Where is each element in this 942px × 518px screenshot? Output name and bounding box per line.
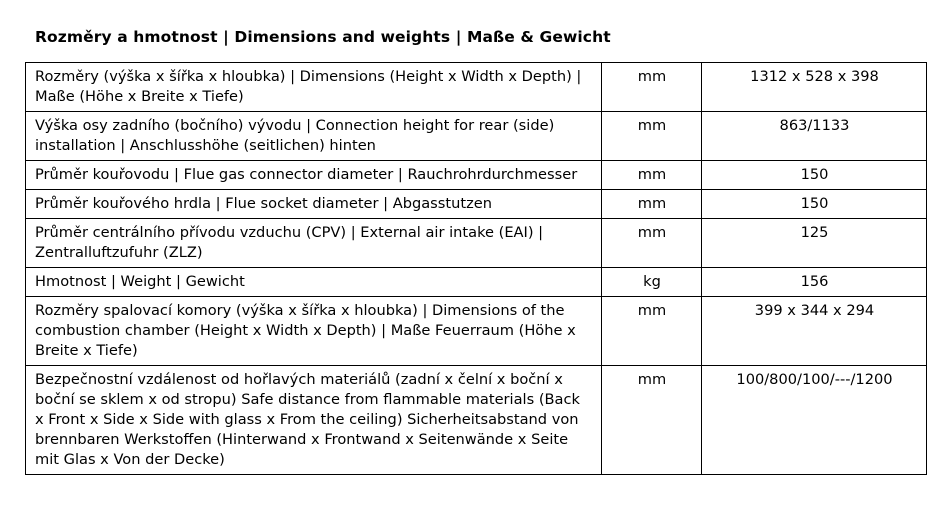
parameter-cell: Výška osy zadního (bočního) vývodu | Connection height for rear (side) installation | Anschlusshöhe (seitlichen) hinten	[26, 112, 602, 161]
table-row	[26, 63, 927, 112]
value-cell: 156	[702, 268, 927, 297]
table-row	[26, 161, 927, 190]
parameter-cell: Průměr centrálního přívodu vzduchu (CPV) | External air intake (EAI) | Zentralluftzufuhr (ZLZ)	[26, 219, 602, 268]
unit-cell: mm	[602, 161, 702, 190]
table-row	[26, 112, 927, 161]
table-row	[26, 268, 927, 297]
unit-cell: kg	[602, 268, 702, 297]
parameter-cell: Rozměry (výška x šířka x hloubka) | Dimensions (Height x Width x Depth) | Maße (Höhe x Breite x Tiefe)	[26, 63, 602, 112]
table-row	[26, 297, 927, 366]
table-row	[26, 219, 927, 268]
unit-cell: mm	[602, 190, 702, 219]
unit-cell: mm	[602, 63, 702, 112]
value-cell: 1312 x 528 x 398	[702, 63, 927, 112]
section-title: Rozměry a hmotnost | Dimensions and weights | Maße & Gewicht	[35, 28, 611, 46]
value-cell: 150	[702, 161, 927, 190]
value-cell: 125	[702, 219, 927, 268]
unit-cell: mm	[602, 366, 702, 475]
parameter-cell: Průměr kouřového hrdla | Flue socket diameter | Abgasstutzen	[26, 190, 602, 219]
parameter-cell: Průměr kouřovodu | Flue gas connector diameter | Rauchrohrdurchmesser	[26, 161, 602, 190]
parameter-cell: Rozměry spalovací komory (výška x šířka x hloubka) | Dimensions of the combustion chamber (Height x Width x Depth) | Maße Feuerraum (Höhe x Breite x Tiefe)	[26, 297, 602, 366]
unit-cell: mm	[602, 297, 702, 366]
dimensions-table	[25, 62, 927, 475]
value-cell: 863/1133	[702, 112, 927, 161]
value-cell: 100/800/100/---/1200	[702, 366, 927, 475]
value-cell: 399 x 344 x 294	[702, 297, 927, 366]
value-cell: 150	[702, 190, 927, 219]
table-row	[26, 366, 927, 475]
table-row	[26, 190, 927, 219]
parameter-cell: Hmotnost | Weight | Gewicht	[26, 268, 602, 297]
unit-cell: mm	[602, 219, 702, 268]
parameter-cell: Bezpečnostní vzdálenost od hořlavých materiálů (zadní x čelní x boční x boční se sklem x od stropu) Safe distance from flammable materials (Back x Front x Side x Side with glass x From the ceiling) Sicherheitsabstand von brennbaren Werkstoffen (Hinterwand x Frontwand x Seitenwände x Seite mit Glas x Von der Decke)	[26, 366, 602, 475]
unit-cell: mm	[602, 112, 702, 161]
